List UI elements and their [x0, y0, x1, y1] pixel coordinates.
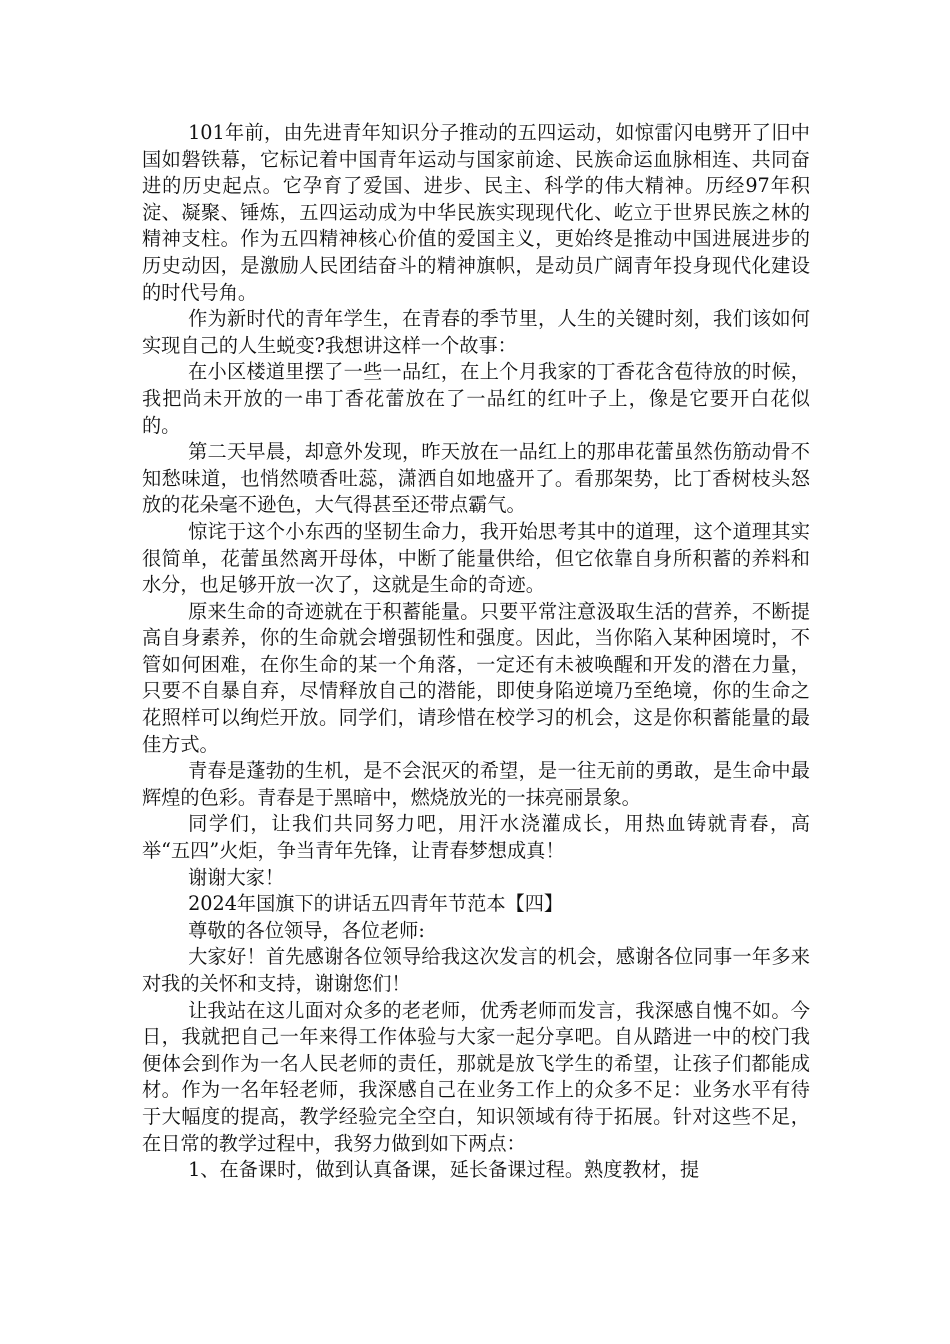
paragraph-life-force: 惊诧于这个小东西的坚韧生命力，我开始思考其中的道理，这个道理其实很简单，花蕾虽然离开母体，中断了能量供给，但它依靠自身所积蓄的养料和水分，也足够开放一次了，这就是生命的奇迹。 — [142, 519, 810, 597]
paragraph-accumulate-energy: 原来生命的奇迹就在于积蓄能量。只要平常注意汲取生活的营养，不断提高自身素养，你的生命就会增强韧性和强度。因此，当你陷入某种困境时，不管如何困难，在你生命的某一个角落，一定还有未被唤醒和开发的潜在力量，只要不自暴自弃，尽情释放自己的潜能，即使身陷逆境乃至绝境，你的生命之花照样可以绚烂开放。同学们，请珍惜在校学习的机会，这是你积蓄能量的最佳方式。 — [142, 599, 810, 756]
paragraph-youth: 青春是蓬勃的生机，是不会泯灭的希望，是一往无前的勇敢，是生命中最辉煌的色彩。青春是于黑暗中，燃烧放光的一抹亮丽景象。 — [142, 759, 810, 809]
document-page — [142, 120, 810, 1184]
section-title: 2024年国旗下的讲话五四青年节范本【四】 — [188, 892, 564, 916]
paragraph-may-fourth-history: 101年前，由先进青年知识分子推动的五四运动，如惊雷闪电劈开了旧中国如磐铁幕，它标记着中国青年运动与国家前途、民族命运血脉相连、共同奋进的历史起点。它孕育了爱国、进步、民主、科学的伟大精神。历经97年积淀、凝聚、锤炼，五四运动成为中华民族实现现代化、屹立于世界民族之林的精神支柱。作为五四精神核心价值的爱国主义，更始终是推动中国进展进步的历史动因，是激励人民团结奋斗的精神旗帜，是动员广阔青年投身现代化建设的时代号角。 — [142, 121, 810, 304]
paragraph-story-intro: 在小区楼道里摆了一些一品红，在上个月我家的丁香花含苞待放的时候，我把尚未开放的一串丁香花蕾放在了一品红的红叶子上，像是它要开白花似的。 — [142, 360, 810, 437]
salutation: 尊敬的各位领导，各位老师: — [188, 918, 425, 942]
paragraph-teacher-experience: 让我站在这儿面对众多的老老师，优秀老师而发言，我深感自愧不如。今日，我就把自己一年来得工作体验与大家一起分享吧。自从踏进一中的校门我便体会到作为一名人民老师的责任，那就是放飞学生的希望，让孩子们都能成材。作为一名年轻老师，我深感自己在业务工作上的众多不足：业务水平有待于大幅度的提高，教学经验完全空白，知识领域有待于拓展。针对这些不足，在日常的教学过程中，我努力做到如下两点： — [142, 998, 810, 1155]
paragraph-greeting: 大家好！首先感谢各位领导给我这次发言的机会，感谢各位同事一年多来对我的关怀和支持，谢谢您们！ — [142, 945, 810, 995]
closing-thanks: 谢谢大家！ — [188, 865, 285, 889]
paragraph-call-to-action: 同学们，让我们共同努力吧，用汗水浇灌成长，用热血铸就青春，高举“五四”火炬，争当青年先锋，让青春梦想成真！ — [142, 812, 810, 863]
paragraph-next-morning: 第二天早晨，却意外发现，昨天放在一品红上的那串花蕾虽然伤筋动骨不知愁味道，也悄然喷香吐蕊，潇洒自如地盛开了。看那架势，比丁香树枝头怒放的花朵毫不逊色，大气得甚至还带点霸气。 — [142, 440, 810, 517]
paragraph-lesson-prep: 1、在备课时，做到认真备课，延长备课过程。熟度教材，提 — [188, 1158, 700, 1182]
paragraph-new-era-students: 作为新时代的青年学生，在青春的季节里，人生的关键时刻，我们该如何实现自己的人生蜕变?我想讲这样一个故事： — [142, 307, 810, 357]
